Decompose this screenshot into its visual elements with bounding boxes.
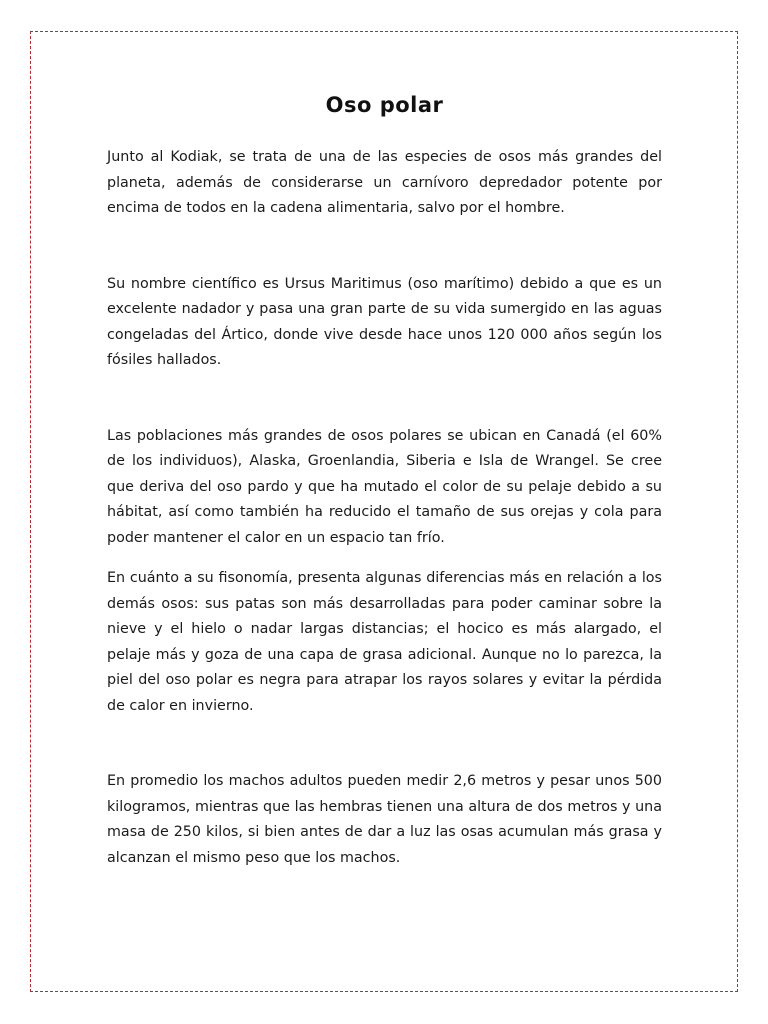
paragraph: Las poblaciones más grandes de osos polares se ubican en Canadá (el 60% de los individuos), Alaska, Groenlandia, Siberia e Isla de Wrangel. Se cree que deriva del oso pardo y que ha mutado el color de su pelaje debido a su hábitat, así como también ha reducido el tamaño de sus orejas y cola para poder mantener el calor en un espacio tan frío. — [107, 427, 662, 546]
document-title: Oso polar — [325, 93, 444, 117]
paragraph: Su nombre científico es Ursus Maritimus (oso marítimo) debido a que es un excelente nadador y pasa una gran parte de su vida sumergido en las aguas congeladas del Ártico, donde vive desde hace unos 120 000 años según los fósiles hallados. — [107, 275, 662, 368]
paragraph: En cuánto a su fisonomía, presenta algunas diferencias más en relación a los demás osos: sus patas son más desarrolladas para poder caminar sobre la nieve y el hielo o nadar largas distancias; el hocico es más alargado, el pelaje más y goza de una capa de grasa adicional. Aunque no lo parezca, la piel del oso polar es negra para atrapar los rayos solares y evitar la pérdida de calor en invierno. — [107, 570, 662, 714]
paragraph: En promedio los machos adultos pueden medir 2,6 metros y pesar unos 500 kilogramos, mientras que las hembras tienen una altura de dos metros y una masa de 250 kilos, si bien antes de dar a luz las osas acumulan más grasa y alcanzan el mismo peso que los machos. — [107, 773, 662, 866]
paragraph: Junto al Kodiak, se trata de una de las especies de osos más grandes del planeta, además de considerarse un carnívoro depredador potente por encima de todos en la cadena alimentaria, salvo por el hombre. — [107, 149, 662, 216]
document-body — [107, 93, 662, 871]
